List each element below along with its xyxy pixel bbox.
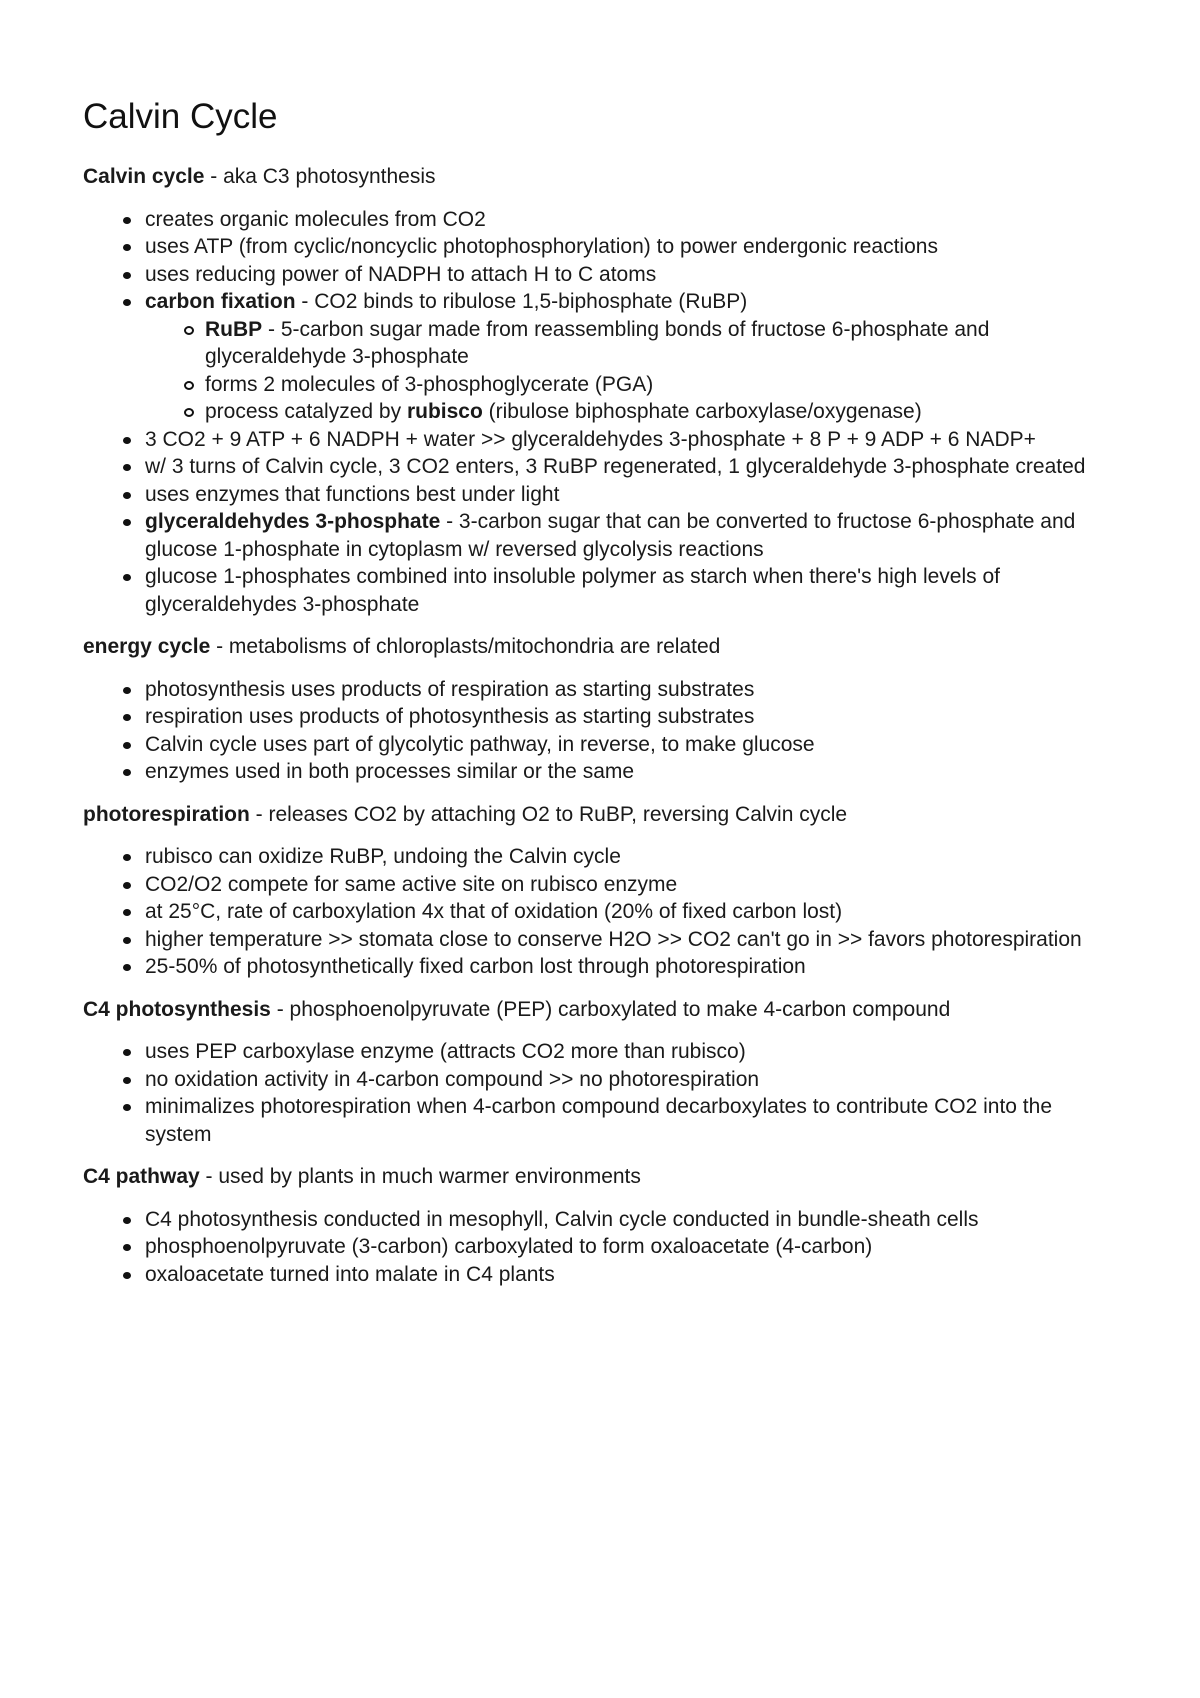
list-item xyxy=(145,1038,1123,1066)
list-item-text: creates organic molecules from CO2 xyxy=(145,207,486,231)
list-item-text: enzymes used in both processes similar or the same xyxy=(145,760,635,783)
definition-text: - releases CO2 by attaching O2 to RuBP, reversing Calvin cycle xyxy=(249,802,848,826)
definition-term: photorespiration xyxy=(83,802,250,826)
bullet-dot-icon xyxy=(123,437,131,444)
list-item-text: higher temperature >> stomata close to conserve H2O >> CO2 can't go in >> favors photorespiration xyxy=(145,927,1082,951)
list-item xyxy=(145,288,1123,426)
bullet-dot-icon xyxy=(123,519,131,526)
list-item-text: Calvin cycle uses part of glycolytic pathway, in reverse, to make glucose xyxy=(145,732,815,756)
list-item-text: 3 CO2 + 9 ATP + 6 NADPH + water >> glyceraldehydes 3-phosphate + 8 P + 9 ADP + 6 NADP+ xyxy=(145,427,1036,451)
definition-line xyxy=(83,633,1123,661)
definition-term: Calvin cycle xyxy=(83,165,205,188)
bullet-dot-icon xyxy=(123,964,131,971)
bullet-circle-icon xyxy=(184,381,194,390)
bullet-dot-icon xyxy=(123,574,131,581)
page-title: Calvin Cycle xyxy=(83,97,278,136)
list-item xyxy=(145,953,1123,981)
list-item xyxy=(145,426,1123,454)
bullet-dot-icon xyxy=(123,1049,131,1056)
list-item-text: uses enzymes that functions best under light xyxy=(145,482,560,506)
list-item xyxy=(145,508,1123,563)
list-item xyxy=(145,926,1123,954)
definition-line xyxy=(83,801,1123,829)
list-item xyxy=(145,481,1123,509)
bullet-dot-icon xyxy=(123,687,131,694)
definition-text: - aka C3 photosynthesis xyxy=(204,165,436,188)
list-item xyxy=(145,563,1123,618)
bullet-list xyxy=(83,1038,1123,1148)
bullet-dot-icon xyxy=(123,244,131,251)
bullet-dot-icon xyxy=(123,1104,131,1111)
sub-item-prefix: process catalyzed by xyxy=(205,400,407,423)
bullet-dot-icon xyxy=(123,1244,131,1251)
definition-text: - used by plants in much warmer environments xyxy=(199,1165,641,1188)
section xyxy=(83,163,1123,618)
list-item xyxy=(145,898,1123,926)
sub-list-item xyxy=(205,316,1123,371)
list-item xyxy=(145,676,1123,704)
list-item-term: glyceraldehydes 3-phosphate xyxy=(145,510,441,533)
bullet-dot-icon xyxy=(123,1077,131,1084)
list-item-text: glucose 1-phosphates combined into insoluble polymer as starch when there's high levels of glyceraldehydes 3-phosphate xyxy=(145,565,1001,616)
list-item-text: CO2/O2 compete for same active site on rubisco enzyme xyxy=(145,872,678,896)
definition-term: C4 photosynthesis xyxy=(83,997,271,1021)
list-item-text: phosphoenolpyruvate (3-carbon) carboxylated to form oxaloacetate (4-carbon) xyxy=(145,1235,873,1258)
bullet-dot-icon xyxy=(123,492,131,499)
list-item-text: uses reducing power of NADPH to attach H to C atoms xyxy=(145,262,657,286)
bullet-dot-icon xyxy=(123,742,131,749)
sub-item-term: rubisco xyxy=(406,400,483,423)
bullet-dot-icon xyxy=(123,272,131,279)
definition-term: C4 pathway xyxy=(83,1165,200,1188)
list-item-text: - 3-carbon sugar that can be converted to fructose 6-phosphate and glucose 1-phosphate in cytoplasm w/ reversed glycolysis reactions xyxy=(145,510,1076,561)
definition-line xyxy=(83,163,1123,191)
bullet-list xyxy=(83,843,1123,981)
list-item xyxy=(145,261,1123,289)
list-item xyxy=(145,871,1123,899)
list-item xyxy=(145,233,1123,261)
definition-line xyxy=(83,1163,1123,1191)
bullet-circle-icon xyxy=(184,408,194,417)
section xyxy=(83,1163,1123,1288)
definition-line xyxy=(83,996,1123,1024)
list-item-text: photosynthesis uses products of respiration as starting substrates xyxy=(145,677,755,701)
list-item xyxy=(145,1206,1123,1234)
list-item xyxy=(145,703,1123,731)
sections-container xyxy=(83,163,1123,1288)
list-item-text: oxaloacetate turned into malate in C4 plants xyxy=(145,1262,555,1286)
list-item-text: rubisco can oxidize RuBP, undoing the Calvin cycle xyxy=(145,845,621,868)
bullet-dot-icon xyxy=(123,1217,131,1224)
list-item xyxy=(145,1066,1123,1094)
list-item-text: uses ATP (from cyclic/noncyclic photophosphorylation) to power endergonic reactions xyxy=(145,235,938,258)
section xyxy=(83,633,1123,786)
definition-text: - phosphoenolpyruvate (PEP) carboxylated to make 4-carbon compound xyxy=(270,997,951,1021)
bullet-dot-icon xyxy=(123,909,131,916)
sub-item-term: RuBP xyxy=(205,317,263,341)
bullet-dot-icon xyxy=(123,299,131,306)
definition-text: - metabolisms of chloroplasts/mitochondria are related xyxy=(210,635,721,658)
bullet-dot-icon xyxy=(123,714,131,721)
list-item xyxy=(145,206,1123,234)
list-item xyxy=(145,731,1123,759)
list-item xyxy=(145,758,1123,786)
section xyxy=(83,996,1123,1149)
list-item-text: respiration uses products of photosynthesis as starting substrates xyxy=(145,705,755,728)
bullet-dot-icon xyxy=(123,769,131,776)
bullet-dot-icon xyxy=(123,937,131,944)
list-item xyxy=(145,1093,1123,1148)
list-item-text: uses PEP carboxylase enzyme (attracts CO2 more than rubisco) xyxy=(145,1040,746,1063)
sub-list-item xyxy=(205,371,1123,399)
bullet-dot-icon xyxy=(123,882,131,889)
list-item xyxy=(145,1261,1123,1289)
list-item xyxy=(145,843,1123,871)
list-item-text: w/ 3 turns of Calvin cycle, 3 CO2 enters, 3 RuBP regenerated, 1 glyceraldehyde 3-phosphate created xyxy=(145,455,1086,478)
bullet-circle-icon xyxy=(184,326,194,335)
list-item-text: 25-50% of photosynthetically fixed carbon lost through photorespiration xyxy=(145,955,806,978)
section xyxy=(83,801,1123,981)
bullet-list xyxy=(83,206,1123,619)
list-item-term: carbon fixation xyxy=(145,290,296,313)
bullet-list xyxy=(83,676,1123,786)
sub-item-text: forms 2 molecules of 3-phosphoglycerate (PGA) xyxy=(205,372,654,396)
list-item-text: - CO2 binds to ribulose 1,5-biphosphate (RuBP) xyxy=(295,290,748,313)
sub-item-text: - 5-carbon sugar made from reassembling bonds of fructose 6-phosphate and glyceraldehyde 3-phosphate xyxy=(205,317,990,368)
bullet-dot-icon xyxy=(123,217,131,224)
sub-item-text: (ribulose biphosphate carboxylase/oxygenase) xyxy=(482,400,922,423)
definition-term: energy cycle xyxy=(83,635,211,658)
list-item-text: C4 photosynthesis conducted in mesophyll, Calvin cycle conducted in bundle-sheath cells xyxy=(145,1207,979,1231)
document-page xyxy=(83,96,1123,1303)
bullet-dot-icon xyxy=(123,854,131,861)
bullet-dot-icon xyxy=(123,464,131,471)
sub-list-item xyxy=(205,398,1123,426)
list-item xyxy=(145,1233,1123,1261)
list-item-text: no oxidation activity in 4-carbon compound >> no photorespiration xyxy=(145,1067,760,1091)
sub-bullet-list xyxy=(145,316,1123,426)
list-item xyxy=(145,453,1123,481)
bullet-list xyxy=(83,1206,1123,1289)
bullet-dot-icon xyxy=(123,1272,131,1279)
list-item-text: at 25°C, rate of carboxylation 4x that of oxidation (20% of fixed carbon lost) xyxy=(145,900,843,923)
list-item-text: minimalizes photorespiration when 4-carbon compound decarboxylates to contribute CO2 into the system xyxy=(145,1095,1052,1146)
